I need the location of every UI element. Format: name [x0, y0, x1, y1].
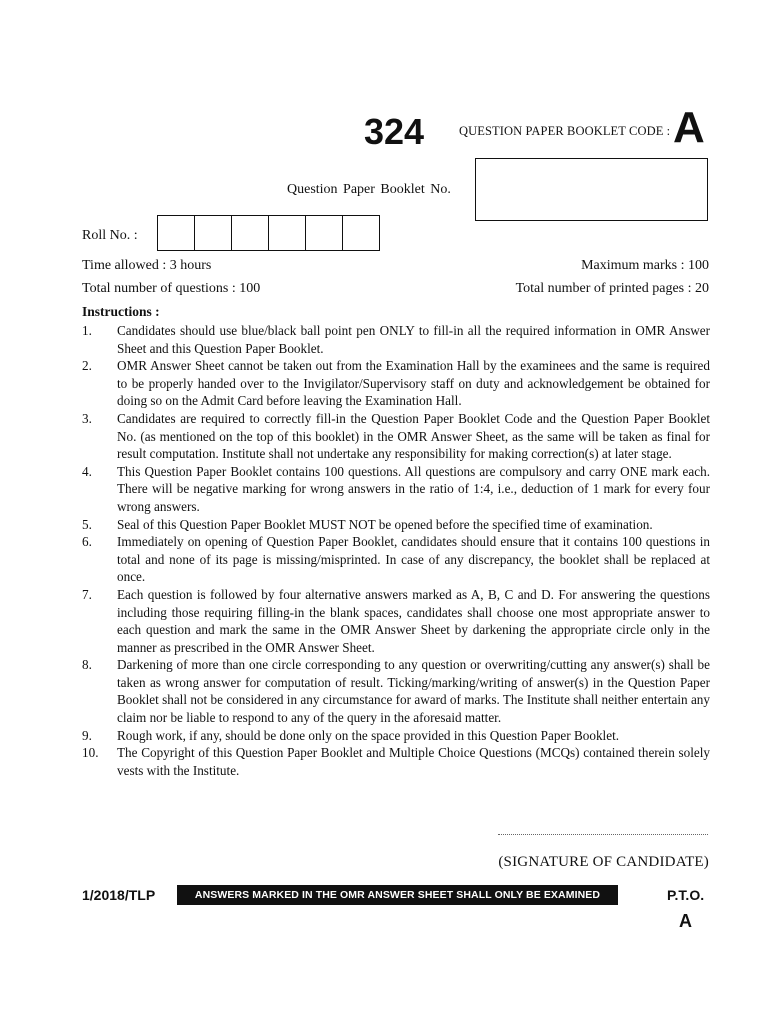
- item-text: Immediately on opening of Question Paper Booklet, candidates should ensure that it contains 100 questions in total and none of its page is missing/misprinted. In case of any discrepancy, the booklet shall be replaced at once.: [117, 534, 710, 585]
- roll-number-label: Roll No. :: [82, 228, 138, 243]
- list-item: [82, 533, 710, 586]
- paper-number: 324: [364, 111, 425, 152]
- footer-booklet-code: A: [679, 911, 692, 931]
- roll-number-cell: [268, 215, 306, 251]
- item-number: 10.: [82, 745, 99, 761]
- item-number: 6.: [82, 534, 92, 550]
- item-number: 4.: [82, 463, 92, 479]
- item-number: 5.: [82, 516, 92, 532]
- signature-line: [498, 834, 708, 835]
- booklet-number-label: Question Paper Booklet No.: [287, 182, 451, 197]
- item-text: Candidates should use blue/black ball point pen ONLY to fill-in all the required information in OMR Answer Sheet and this Question Paper Booklet.: [117, 323, 710, 356]
- roll-number-cell: [342, 215, 380, 251]
- item-number: 9.: [82, 727, 92, 743]
- time-allowed: Time allowed : 3 hours: [82, 258, 212, 273]
- instructions-title: Instructions :: [82, 304, 160, 319]
- booklet-number-box: [475, 158, 708, 221]
- footer-paper-code: 1/2018/TLP: [82, 887, 156, 903]
- total-pages: Total number of printed pages : 20: [515, 281, 709, 296]
- list-item: [82, 516, 710, 534]
- list-item: [82, 656, 710, 726]
- booklet-code-label: QUESTION PAPER BOOKLET CODE :: [459, 124, 671, 138]
- roll-number-cell: [157, 215, 195, 251]
- roll-number-cell: [305, 215, 343, 251]
- booklet-code: A: [673, 103, 705, 152]
- signature-label: (SIGNATURE OF CANDIDATE): [498, 854, 709, 870]
- item-text: The Copyright of this Question Paper Booklet and Multiple Choice Questions (MCQs) contained therein solely vests with the Institute.: [117, 745, 710, 778]
- item-number: 1.: [82, 323, 92, 338]
- item-text: Seal of this Question Paper Booklet MUST NOT be opened before the specified time of examination.: [117, 516, 653, 532]
- list-item: [82, 727, 710, 745]
- item-number: 2.: [82, 358, 92, 374]
- item-text: Each question is followed by four alternative answers marked as A, B, C and D. For answering the questions including those requiring filling-in the blank spaces, candidates shall choose one most appropriate answer to each question and mark the same in the OMR Answer Sheet by darkening the appropriate circle only in the manner as prescribed in the OMR Answer Sheet.: [117, 586, 710, 655]
- list-item: [82, 744, 710, 779]
- item-text: This Question Paper Booklet contains 100 questions. All questions are compulsory and carry ONE mark each. There will be negative marking for wrong answers in the ratio of 1:4, i.e., deduction of 1 mark for every four wrong answers.: [117, 463, 710, 514]
- item-text: OMR Answer Sheet cannot be taken out from the Examination Hall by the examinees and the same is required to be properly handed over to the Invigilator/Supervisory staff on duty and acknowledgement be obtained for doing so on the Admit Card before leaving the Examination Hall.: [117, 358, 710, 409]
- list-item: [82, 586, 710, 656]
- item-number: 7.: [82, 586, 92, 602]
- list-item: [82, 463, 710, 516]
- list-item: [82, 357, 710, 410]
- item-text: Rough work, if any, should be done only on the space provided in this Question Paper Booklet.: [117, 727, 620, 743]
- list-item: [82, 410, 710, 463]
- footer-pto: P.T.O.: [667, 887, 705, 903]
- item-number: 3.: [82, 410, 92, 426]
- item-text: Darkening of more than one circle corresponding to any question or overwriting/cutting any answer(s) shall be taken as wrong answer for computation of result. Ticking/marking/writing of answer(s) in the Question Paper Booklet shall not be considered in any circumstance for award of marks. The Institute shall neither entertain any claim nor be liable to respond to any of the query in the aforesaid matter.: [117, 657, 710, 726]
- roll-number-cell: [231, 215, 269, 251]
- roll-number-cell: [194, 215, 232, 251]
- maximum-marks: Maximum marks : 100: [581, 258, 709, 273]
- item-text: Candidates are required to correctly fill-in the Question Paper Booklet Code and the Question Paper Booklet No. (as mentioned on the top of this booklet) in the OMR Answer Sheet, as the same will be taken as final for result computation. Institute shall not undertake any responsibility for making correction(s) at later stage.: [117, 410, 710, 462]
- instructions-list: [82, 322, 710, 779]
- item-number: 8.: [82, 657, 92, 673]
- total-questions: Total number of questions : 100: [82, 281, 261, 296]
- footer-banner: ANSWERS MARKED IN THE OMR ANSWER SHEET SHALL ONLY BE EXAMINED: [177, 885, 618, 905]
- list-item: [82, 322, 710, 357]
- roll-number-boxes: [157, 215, 380, 251]
